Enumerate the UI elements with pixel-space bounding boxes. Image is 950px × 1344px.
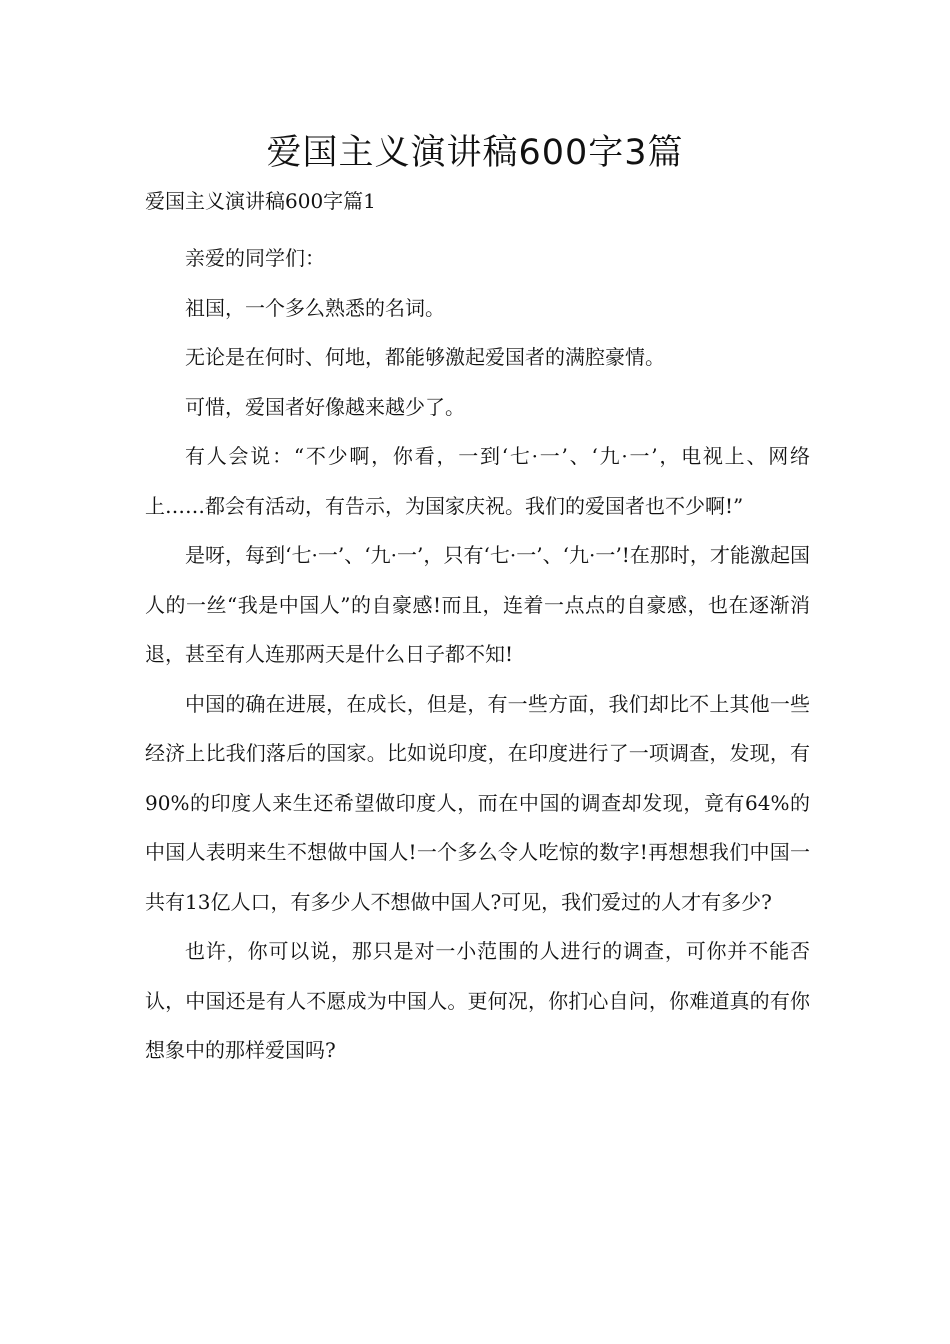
paragraph: 是呀，每到‘七·一’、‘九·一’，只有‘七·一’、‘九·一’!在那时，才能激起国人的一丝“我是中国人”的自豪感!而且，连着一点点的自豪感，也在逐渐消退，甚至有人连那两天是什么日子都不知! (145, 543, 810, 666)
paragraph: 无论是在何时、何地，都能够激起爱国者的满腔豪情。 (185, 345, 665, 369)
section-heading: 爱国主义演讲稿600字篇1 (145, 189, 376, 213)
paragraph: 可惜，爱国者好像越来越少了。 (185, 394, 465, 419)
document-title: 爱国主义演讲稿600字3篇 (266, 133, 684, 173)
paragraph: 中国的确在进展，在成长，但是，有一些方面，我们却比不上其他一些经济上比我们落后的国家。比如说印度，在印度进行了一项调查，发现，有90%的印度人来生还希望做印度人，而在中国的调查却发现，竟有64%的中国人表明来生不想做中国人!一个多么令人吃惊的数字!再想想我们中国一共有13亿人口，有多少人不想做中国人?可见，我们爱过的人才有多少? (145, 691, 810, 914)
paragraph: 祖国，一个多么熟悉的名词。 (185, 295, 445, 320)
document-body (145, 234, 810, 1076)
paragraph: 也许，你可以说，那只是对一小范围的人进行的调查，可你并不能否认，中国还是有人不愿成为中国人。更何况，你扪心自问，你难道真的有你想象中的那样爱国吗? (145, 939, 810, 1062)
paragraph-salutation: 亲爱的同学们： (185, 246, 325, 270)
paragraph: 有人会说：“不少啊，你看，一到‘七·一’、‘九·一’，电视上、网络上……都会有活动，有告示，为国家庆祝。我们的爱国者也不少啊!” (145, 444, 810, 518)
